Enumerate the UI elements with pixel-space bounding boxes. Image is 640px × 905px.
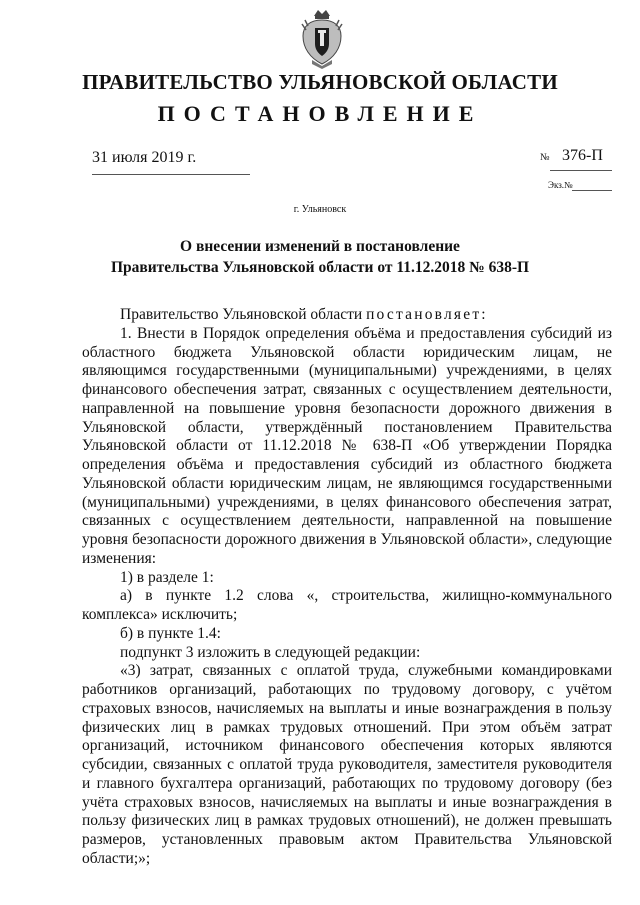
- paragraph-1: 1. Внести в Порядок определения объёма и предоставления субсидий из областного бюджета Ульяновской области юридическим лицам, не являющимся государственными (муниципальными) учреждениями, в целях финансового обеспечения затрат, связанных с осуществлением деятельности, направленной на повышение уровня безопасности дорожного движения в Ульяновской области, утверждённый постановлением Правительства Ульяновской области от 11.12.2018 № 638-П «Об утверждении Порядка определения объёма и предоставления субсидий из областного бюджета Ульяновской области юридическим лицам, не являющимся государственными (муниципальными) учреждениями, в целях финансового обеспечения затрат, связанных с осуществлением деятельности, направленной на повышение уровня безопасности дорожного движения в Ульяновской области», следующие изменения:: [82, 324, 612, 567]
- government-title: ПРАВИТЕЛЬСТВО УЛЬЯНОВСКОЙ ОБЛАСТИ: [82, 70, 558, 94]
- paragraph-3: а) в пункте 1.2 слова «, строительства, жилищно-коммунального комплекса» исключить;: [82, 587, 612, 623]
- subject-line-2: Правительства Ульяновской области от 11.12.2018 № 638-П: [110, 259, 530, 276]
- intro-paragraph: [82, 306, 612, 325]
- document-kind: ПОСТАНОВЛЕНИЕ: [157, 101, 483, 126]
- paragraph-5: подпункт 3 изложить в следующей редакции:: [120, 643, 421, 661]
- document-number: 376-П: [562, 147, 603, 164]
- document-body: [82, 306, 612, 869]
- subject-line-1: О внесении изменений в постановление: [180, 238, 460, 255]
- date-underline: [92, 174, 250, 175]
- document-city: г. Ульяновск: [293, 204, 347, 215]
- number-label: №: [540, 152, 550, 163]
- paragraph-4: б) в пункте 1.4:: [120, 624, 221, 642]
- document-date: 31 июля 2019 г.: [92, 149, 197, 166]
- document-subject: [0, 236, 640, 278]
- intro-subject: Правительство Ульяновской области: [120, 306, 363, 323]
- copy-number-label: Экз.№: [548, 180, 573, 190]
- copy-number-underline: [572, 190, 612, 191]
- coat-of-arms-icon: [300, 8, 344, 70]
- paragraph-6: «3) затрат, связанных с оплатой труда, служебными командировками работников организаций, работающих по трудовому договору, с учётом страховых взносов, начисляемых на выплаты и иные вознаграждения в пользу физических лиц в рамках трудовых отношений. При этом объём затрат организаций, источником финансового обеспечения которых являются субсидии, связанных с оплатой труда руководителя, заместителя руководителя и главного бухгалтера организаций, работающих по трудовому договору (без учёта страховых взносов, начисляемых на выплаты и иные вознаграждения в пользу физических лиц в рамках трудовых отношений), не должен превышать размеров, установленных правовым актом Правительства Ульяновской области;»;: [82, 662, 612, 867]
- number-underline: [550, 170, 612, 171]
- paragraph-2: 1) в разделе 1:: [120, 568, 214, 586]
- intro-verb: постановляет:: [366, 306, 488, 323]
